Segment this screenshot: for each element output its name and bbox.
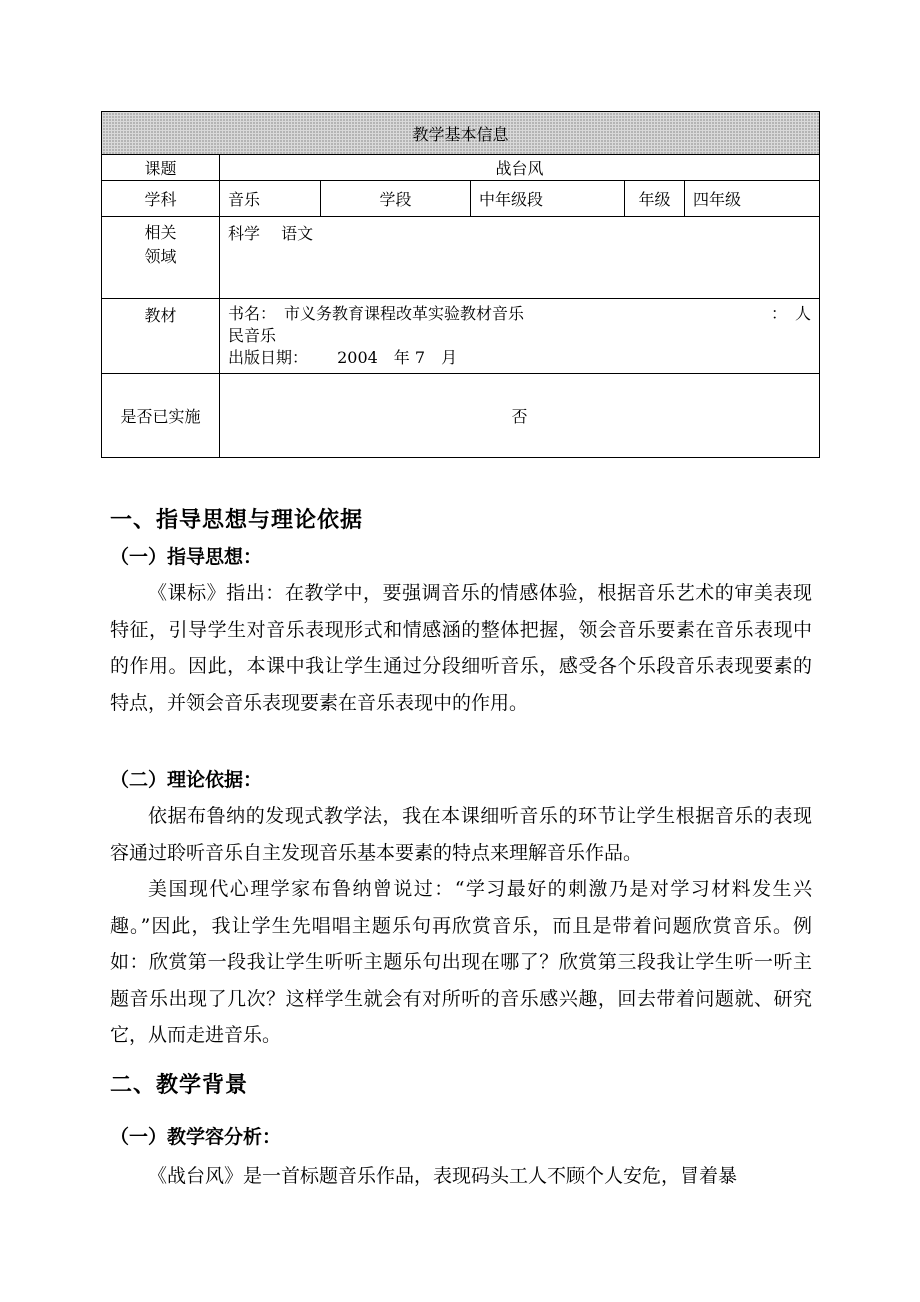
table-title: 教学基本信息 — [102, 112, 820, 155]
basic-info-table — [101, 111, 820, 458]
grade-value: 四年级 — [685, 181, 820, 217]
subject-label: 学科 — [102, 181, 220, 217]
field-label — [102, 217, 220, 299]
subject-value: 音乐 — [220, 181, 321, 217]
material-label: 教材 — [102, 299, 220, 374]
grade-label: 年级 — [625, 181, 685, 217]
topic-label: 课题 — [102, 155, 220, 181]
table-row — [102, 217, 820, 299]
table-header-row — [102, 112, 820, 155]
implemented-label: 是否已实施 — [102, 374, 220, 458]
table-row — [102, 155, 820, 181]
field-label-line-2: 领域 — [144, 247, 177, 266]
field-label-line-1: 相关 — [144, 223, 177, 242]
implemented-value: 否 — [220, 374, 820, 458]
book-name-line — [228, 303, 811, 325]
section-1-sub-2-title: （二）理论依据： — [110, 769, 263, 791]
stage-value: 中年级段 — [471, 181, 625, 217]
section-1-sub-2-paragraph-1: 依据布鲁纳的发现式教学法，我在本课细听音乐的环节让学生根据音乐的表现容通过聆听音乐自主发现音乐基本要素的特点来理解音乐作品。 — [110, 805, 812, 864]
material-value — [220, 299, 820, 374]
section-1-title: 一、指导思想与理论依据 — [110, 508, 364, 533]
stage-label: 学段 — [321, 181, 471, 217]
topic-value: 战台风 — [220, 155, 820, 181]
table-row — [102, 299, 820, 374]
section-1-sub-1-title: （一）指导思想： — [110, 546, 263, 568]
section-2-sub-1-title: （一）教学容分析： — [110, 1126, 282, 1148]
table-row — [102, 374, 820, 458]
section-2-title: 二、教学背景 — [110, 1073, 249, 1098]
book-publisher-prefix: ： 人 — [771, 304, 812, 323]
book-name: 书名： 市义务教育课程改革实验教材音乐 — [228, 304, 525, 323]
publication-date: 出版日期： 2004 年 7 月 — [228, 348, 458, 367]
section-1-sub-2-paragraph-2: 美国现代心理学家布鲁纳曾说过：“学习最好的刺激乃是对学习材料发生兴趣。”因此，我让学生先唱唱主题乐句再欣赏音乐，而且是带着问题欣赏音乐。例如：欣赏第一段我让学生听听主题乐句出现在哪了？欣赏第三段我让学生听一听主题音乐出现了几次？这样学生就会有对所听的音乐感兴趣，回去带着问题就、研究它，从而走进音乐。 — [110, 878, 812, 1046]
section-2-sub-1-paragraph: 《战台风》是一首标题音乐作品，表现码头工人不顾个人安危，冒着暴 — [148, 1165, 738, 1187]
field-value: 科学 语文 — [220, 217, 820, 299]
section-1-sub-1-paragraph: 《课标》指出：在教学中，要强调音乐的情感体验，根据音乐艺术的审美表现特征，引导学生对音乐表现形式和情感涵的整体把握，领会音乐要素在音乐表现中的作用。因此，本课中我让学生通过分段细听音乐，感受各个乐段音乐表现要素的特点，并领会音乐表现要素在音乐表现中的作用。 — [110, 582, 812, 714]
book-publisher: 民音乐 — [228, 326, 277, 345]
table-row — [102, 181, 820, 217]
